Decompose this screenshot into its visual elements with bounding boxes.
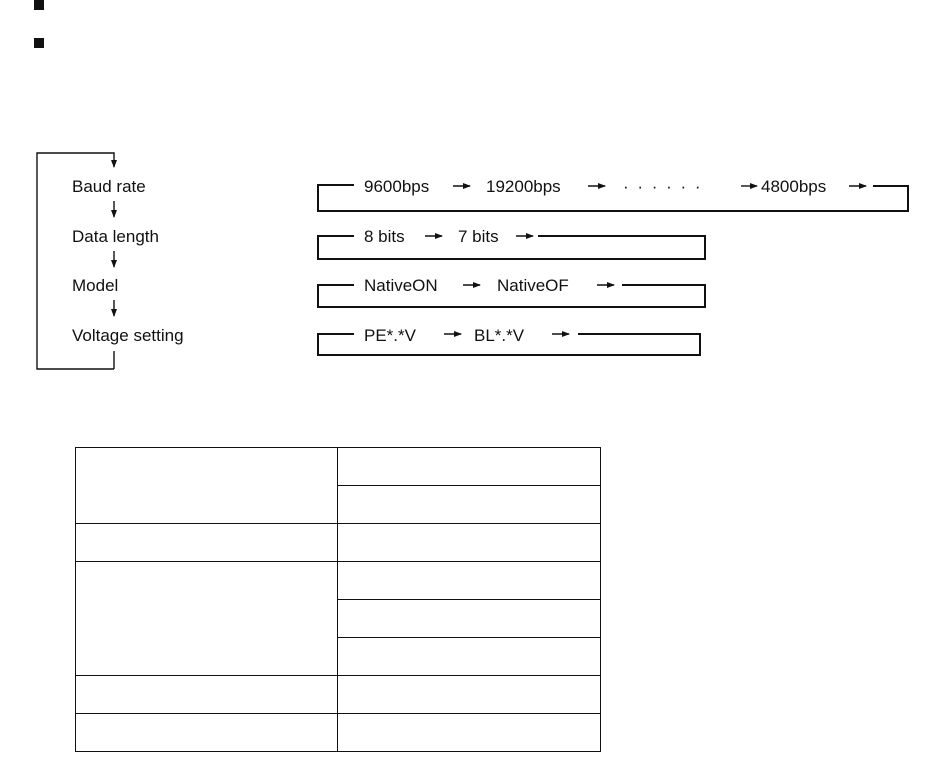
table-cell <box>338 600 601 638</box>
table-cell <box>338 562 601 600</box>
settings-table <box>75 447 601 752</box>
table-cell <box>76 448 338 524</box>
table-cell <box>338 676 601 714</box>
table-cell <box>338 524 601 562</box>
table-cell <box>76 524 338 562</box>
seq-item: BL*.*V <box>474 326 525 345</box>
step-label-baud-rate: Baud rate <box>72 177 146 196</box>
table-cell <box>76 714 338 752</box>
table-cell <box>338 448 601 486</box>
sequence-voltage-setting <box>318 326 700 355</box>
table-row <box>76 448 601 486</box>
seq-item: NativeOF <box>497 276 569 295</box>
seq-ellipsis: · · · · · · <box>623 177 703 196</box>
table-cell <box>338 486 601 524</box>
table-cell <box>76 562 338 676</box>
seq-item: 7 bits <box>458 227 499 246</box>
table-cell <box>76 676 338 714</box>
seq-item: PE*.*V <box>364 326 416 345</box>
table-row <box>76 562 601 600</box>
sequence-data-length <box>318 227 705 259</box>
seq-item: 9600bps <box>364 177 430 196</box>
table-row <box>76 524 601 562</box>
sequence-model <box>318 276 705 307</box>
seq-item: 8 bits <box>364 227 405 246</box>
seq-item: NativeON <box>364 276 438 295</box>
table-cell <box>338 638 601 676</box>
seq-item: 19200bps <box>486 177 561 196</box>
table-cell <box>338 714 601 752</box>
table-row <box>76 714 601 752</box>
sequence-baud-rate <box>318 177 908 211</box>
seq-item: 4800bps <box>761 177 827 196</box>
step-label-voltage-setting: Voltage setting <box>72 326 184 345</box>
step-label-data-length: Data length <box>72 227 159 246</box>
step-label-model: Model <box>72 276 119 295</box>
table-row <box>76 676 601 714</box>
